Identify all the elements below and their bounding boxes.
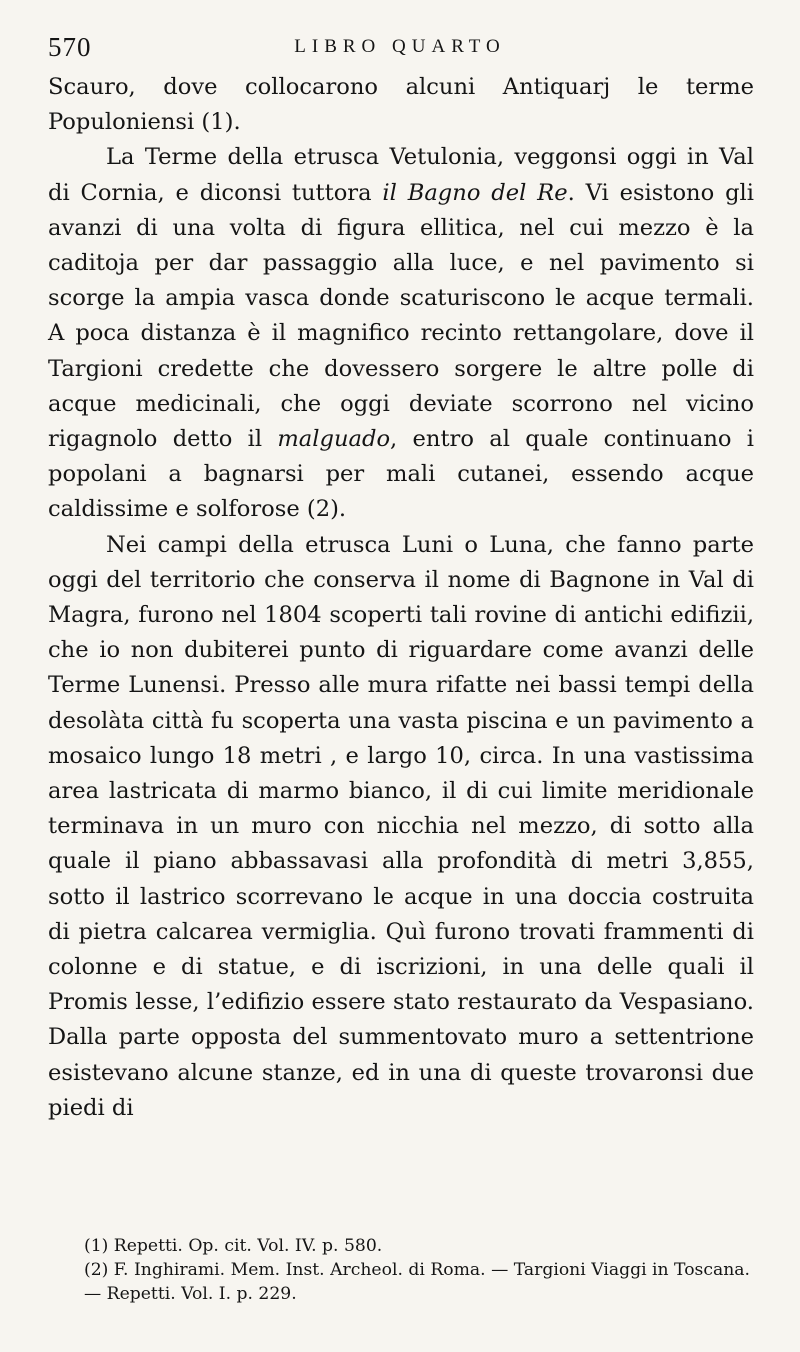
paragraph-2 bbox=[48, 140, 754, 527]
footnotes bbox=[48, 1234, 754, 1306]
paragraph-2-text-b: . Vi esistono gli avanzi di una volta di figura ellitica, nel cui mezzo è la caditoja per dar passaggio alla luce, e nel pavimento si scorge la ampia vasca donde scaturiscono le acque termali. A poca distanza è il magnifico recinto rettangolare, dove il Targioni credette che dovessero sorgere le altre polle di acque medicinali, che oggi deviate scorrono nel vicino rigagnolo detto il bbox=[48, 179, 754, 453]
running-head: LIBRO QUARTO bbox=[294, 36, 506, 57]
paragraph-2-italic-2: malguado bbox=[277, 426, 391, 453]
paragraph-2-text-c: , entro al quale continuano i popolani a bagnarsi per mali cutanei, essendo acque caldissime e solforose (2). bbox=[48, 426, 755, 523]
paragraph-2-italic-1: il Bagno del Re bbox=[382, 179, 568, 206]
page-header bbox=[48, 32, 752, 62]
footnote-2: (2) F. Inghirami. Mem. Inst. Archeol. di Roma. — Targioni Viaggi in Toscana. — Repetti. Vol. I. p. 229. bbox=[84, 1260, 751, 1304]
paragraph-3: Nei campi della etrusca Luni o Luna, che fanno parte oggi del territorio che conserva il nome di Bagnone in Val di Magra, furono nel 1804 scoperti tali rovine di antichi edifizii, che io non dubiterei punto di riguardare come avanzi delle Terme Lunensi. Presso alle mura rifatte nei bassi tempi della desolàta città fu scoperta una vasta piscina e un pavimento a mosaico lungo 18 metri , e largo 10, circa. In una vastissima area lastricata di marmo bianco, il di cui limite meridionale terminava in un muro con nicchia nel mezzo, di sotto alla quale il piano abbassavasi alla profondità di metri 3,855, sotto il lastrico scorrevano le acque in una doccia costruita di pietra calcarea vermiglia. Quì furono trovati frammenti di colonne e di statue, e di iscrizioni, in una delle quali il Promis lesse, l’edifizio essere stato restaurato da Vespasiano. Dalla parte opposta del summentovato muro a settentrione esistevano alcune stanze, ed in una di queste trovaronsi due piedi di bbox=[48, 531, 754, 1121]
body-text bbox=[48, 70, 754, 1126]
paragraph-1: Scauro, dove collocarono alcuni Antiquarj le terme Populoniensi (1). bbox=[48, 74, 754, 136]
paragraph-2-text-a: La Terme della etrusca Vetulonia, veggonsi oggi in Val di Cornia, e diconsi tuttora bbox=[48, 144, 754, 206]
footnote-1: (1) Repetti. Op. cit. Vol. IV. p. 580. bbox=[84, 1236, 383, 1256]
page-number: 570 bbox=[48, 32, 92, 62]
